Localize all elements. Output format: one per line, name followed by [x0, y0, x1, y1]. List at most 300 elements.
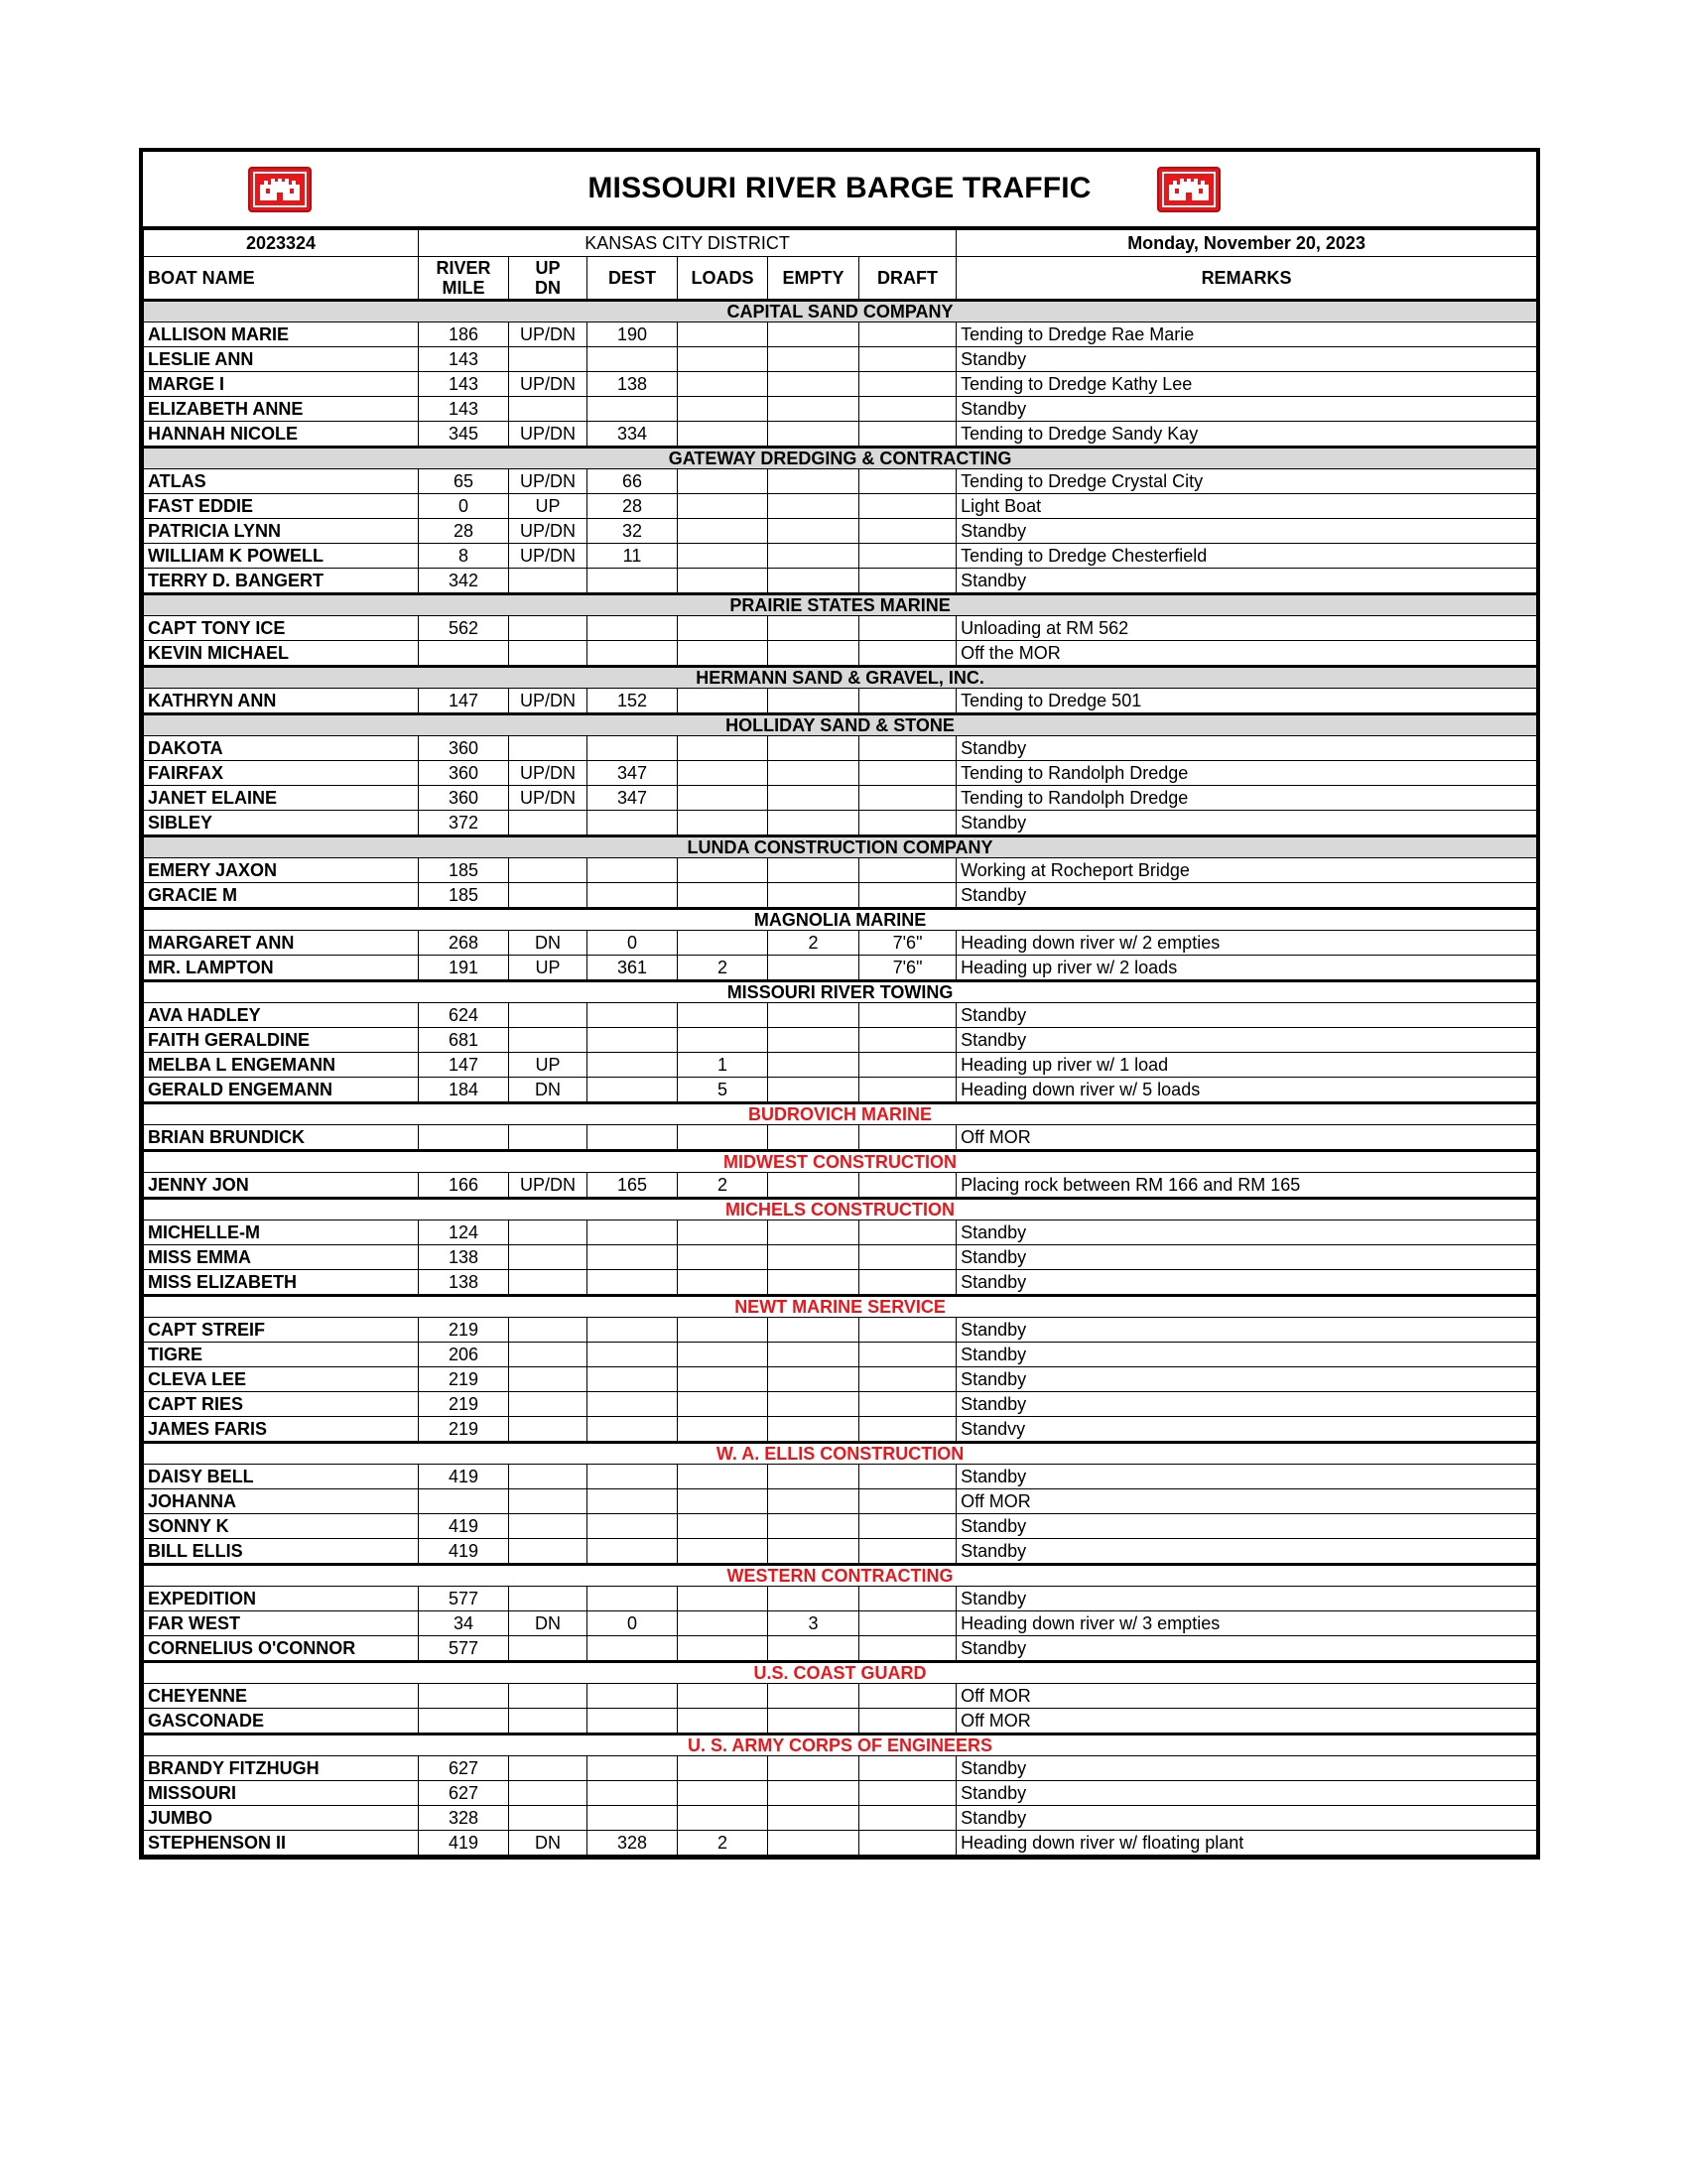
- traffic-table: [143, 229, 1537, 1856]
- cell-empty: [768, 1756, 859, 1781]
- cell-loads: [678, 1367, 768, 1392]
- cell-draft: [859, 1028, 957, 1053]
- cell-boat: JAMES FARIS: [144, 1417, 419, 1443]
- cell-dest: 138: [587, 372, 678, 397]
- cell-mile: 624: [419, 1003, 509, 1028]
- cell-updn: [509, 1684, 587, 1709]
- cell-updn: [509, 569, 587, 594]
- cell-dest: [587, 1078, 678, 1103]
- cell-loads: [678, 931, 768, 956]
- cell-dest: [587, 1636, 678, 1662]
- cell-loads: 2: [678, 956, 768, 981]
- cell-dest: 165: [587, 1173, 678, 1199]
- cell-empty: [768, 1270, 859, 1296]
- cell-loads: [678, 569, 768, 594]
- boat-row: [144, 1270, 1537, 1296]
- company-name: MICHELS CONSTRUCTION: [144, 1199, 1537, 1220]
- cell-dest: [587, 616, 678, 641]
- cell-remarks: Tending to Dredge Crystal City: [957, 469, 1537, 494]
- boat-row: [144, 736, 1537, 761]
- boat-row: [144, 1173, 1537, 1199]
- cell-draft: [859, 1489, 957, 1514]
- cell-updn: DN: [509, 1078, 587, 1103]
- boat-row: [144, 858, 1537, 883]
- cell-empty: [768, 494, 859, 519]
- cell-remarks: Standby: [957, 1343, 1537, 1367]
- cell-draft: [859, 1465, 957, 1489]
- cell-loads: [678, 1220, 768, 1245]
- cell-remarks: Tending to Randolph Dredge: [957, 786, 1537, 811]
- cell-empty: [768, 347, 859, 372]
- cell-dest: 0: [587, 1611, 678, 1636]
- cell-empty: [768, 689, 859, 714]
- cell-updn: [509, 1220, 587, 1245]
- cell-remarks: Standby: [957, 1587, 1537, 1611]
- cell-remarks: Placing rock between RM 166 and RM 165: [957, 1173, 1537, 1199]
- cell-draft: [859, 1417, 957, 1443]
- cell-boat: SONNY K: [144, 1514, 419, 1539]
- section-header-row: [144, 667, 1537, 689]
- boat-row: [144, 1465, 1537, 1489]
- cell-empty: [768, 1367, 859, 1392]
- title-row: [143, 152, 1536, 229]
- cell-updn: [509, 397, 587, 422]
- cell-empty: [768, 569, 859, 594]
- cell-updn: DN: [509, 931, 587, 956]
- cell-mile: 577: [419, 1587, 509, 1611]
- cell-remarks: Standby: [957, 1220, 1537, 1245]
- cell-empty: [768, 641, 859, 667]
- section-header-row: [144, 1151, 1537, 1173]
- cell-remarks: Tending to Randolph Dredge: [957, 761, 1537, 786]
- company-name: CAPITAL SAND COMPANY: [144, 301, 1537, 322]
- cell-loads: [678, 1539, 768, 1565]
- cell-boat: JENNY JON: [144, 1173, 419, 1199]
- cell-boat: JOHANNA: [144, 1489, 419, 1514]
- boat-row: [144, 569, 1537, 594]
- cell-dest: [587, 1220, 678, 1245]
- cell-loads: 2: [678, 1173, 768, 1199]
- cell-draft: [859, 689, 957, 714]
- page-title: MISSOURI RIVER BARGE TRAFFIC: [587, 172, 1092, 204]
- cell-empty: [768, 1245, 859, 1270]
- cell-remarks: Standby: [957, 1539, 1537, 1565]
- cell-draft: [859, 786, 957, 811]
- cell-mile: [419, 1684, 509, 1709]
- cell-updn: [509, 1489, 587, 1514]
- cell-draft: [859, 616, 957, 641]
- cell-remarks: Standby: [957, 1245, 1537, 1270]
- cell-boat: MISS EMMA: [144, 1245, 419, 1270]
- cell-updn: [509, 736, 587, 761]
- section-header-row: [144, 301, 1537, 322]
- boat-row: [144, 1028, 1537, 1053]
- boat-row: [144, 956, 1537, 981]
- report-date: Monday, November 20, 2023: [957, 230, 1537, 257]
- boat-row: [144, 1756, 1537, 1781]
- cell-boat: EMERY JAXON: [144, 858, 419, 883]
- cell-boat: FAST EDDIE: [144, 494, 419, 519]
- cell-loads: [678, 347, 768, 372]
- cell-dest: 152: [587, 689, 678, 714]
- cell-empty: [768, 1636, 859, 1662]
- cell-loads: [678, 786, 768, 811]
- cell-empty: [768, 469, 859, 494]
- cell-dest: [587, 1245, 678, 1270]
- cell-updn: UP/DN: [509, 519, 587, 544]
- cell-mile: 419: [419, 1831, 509, 1856]
- cell-remarks: Standby: [957, 1806, 1537, 1831]
- boat-row: [144, 1611, 1537, 1636]
- cell-mile: 191: [419, 956, 509, 981]
- cell-updn: UP: [509, 494, 587, 519]
- cell-dest: [587, 1028, 678, 1053]
- cell-empty: [768, 1709, 859, 1734]
- corps-castle-logo-right: [1157, 167, 1221, 212]
- cell-mile: 28: [419, 519, 509, 544]
- cell-updn: [509, 1367, 587, 1392]
- cell-draft: [859, 858, 957, 883]
- cell-updn: [509, 1781, 587, 1806]
- cell-loads: [678, 1392, 768, 1417]
- company-name: HOLLIDAY SAND & STONE: [144, 714, 1537, 736]
- cell-dest: 347: [587, 761, 678, 786]
- cell-dest: 190: [587, 322, 678, 347]
- cell-dest: 361: [587, 956, 678, 981]
- cell-empty: [768, 1318, 859, 1343]
- cell-empty: [768, 1489, 859, 1514]
- cell-dest: [587, 858, 678, 883]
- cell-mile: 360: [419, 736, 509, 761]
- cell-mile: 147: [419, 1053, 509, 1078]
- cell-boat: TERRY D. BANGERT: [144, 569, 419, 594]
- cell-loads: [678, 1636, 768, 1662]
- cell-draft: [859, 372, 957, 397]
- cell-empty: [768, 616, 859, 641]
- cell-remarks: Heading down river w/ floating plant: [957, 1831, 1537, 1856]
- cell-mile: 627: [419, 1781, 509, 1806]
- col-header-remarks: REMARKS: [957, 257, 1537, 301]
- cell-empty: [768, 858, 859, 883]
- cell-updn: [509, 1318, 587, 1343]
- cell-boat: CAPT TONY ICE: [144, 616, 419, 641]
- boat-row: [144, 1831, 1537, 1856]
- boat-row: [144, 761, 1537, 786]
- cell-updn: UP/DN: [509, 469, 587, 494]
- cell-mile: 185: [419, 858, 509, 883]
- cell-loads: [678, 1756, 768, 1781]
- cell-dest: [587, 1053, 678, 1078]
- cell-empty: [768, 372, 859, 397]
- cell-dest: 328: [587, 1831, 678, 1856]
- cell-remarks: Tending to Dredge Sandy Kay: [957, 422, 1537, 448]
- cell-boat: ELIZABETH ANNE: [144, 397, 419, 422]
- cell-mile: [419, 641, 509, 667]
- cell-mile: [419, 1489, 509, 1514]
- cell-updn: UP/DN: [509, 689, 587, 714]
- cell-updn: UP/DN: [509, 372, 587, 397]
- cell-loads: [678, 1611, 768, 1636]
- cell-remarks: Heading down river w/ 3 empties: [957, 1611, 1537, 1636]
- boat-row: [144, 1489, 1537, 1514]
- cell-dest: [587, 1125, 678, 1151]
- cell-draft: [859, 1636, 957, 1662]
- cell-draft: [859, 1514, 957, 1539]
- cell-remarks: Tending to Dredge Rae Marie: [957, 322, 1537, 347]
- cell-boat: FAITH GERALDINE: [144, 1028, 419, 1053]
- cell-draft: [859, 422, 957, 448]
- cell-mile: 138: [419, 1270, 509, 1296]
- cell-boat: CAPT RIES: [144, 1392, 419, 1417]
- section-header-row: [144, 836, 1537, 858]
- cell-remarks: Heading down river w/ 2 empties: [957, 931, 1537, 956]
- cell-updn: UP/DN: [509, 1173, 587, 1199]
- cell-remarks: Standby: [957, 883, 1537, 909]
- cell-mile: 166: [419, 1173, 509, 1199]
- barge-traffic-sheet: [139, 148, 1540, 1860]
- cell-dest: [587, 1684, 678, 1709]
- boat-row: [144, 469, 1537, 494]
- cell-updn: DN: [509, 1831, 587, 1856]
- cell-boat: BILL ELLIS: [144, 1539, 419, 1565]
- cell-draft: [859, 1831, 957, 1856]
- cell-loads: 2: [678, 1831, 768, 1856]
- boat-row: [144, 1343, 1537, 1367]
- cell-empty: [768, 883, 859, 909]
- cell-draft: [859, 397, 957, 422]
- cell-draft: [859, 347, 957, 372]
- cell-empty: [768, 1053, 859, 1078]
- cell-remarks: Heading up river w/ 1 load: [957, 1053, 1537, 1078]
- cell-mile: 577: [419, 1636, 509, 1662]
- cell-dest: [587, 397, 678, 422]
- cell-mile: 627: [419, 1756, 509, 1781]
- cell-boat: WILLIAM K POWELL: [144, 544, 419, 569]
- col-header-empty: EMPTY: [768, 257, 859, 301]
- section-header-row: [144, 1662, 1537, 1684]
- company-name: MAGNOLIA MARINE: [144, 909, 1537, 931]
- cell-draft: [859, 1003, 957, 1028]
- boat-row: [144, 422, 1537, 448]
- cell-dest: [587, 811, 678, 836]
- cell-remarks: Standby: [957, 1028, 1537, 1053]
- cell-empty: [768, 1539, 859, 1565]
- col-header-loads: LOADS: [678, 257, 768, 301]
- cell-mile: 147: [419, 689, 509, 714]
- cell-boat: BRANDY FITZHUGH: [144, 1756, 419, 1781]
- cell-updn: [509, 1587, 587, 1611]
- cell-dest: [587, 1003, 678, 1028]
- cell-loads: [678, 616, 768, 641]
- cell-empty: [768, 1392, 859, 1417]
- cell-loads: [678, 761, 768, 786]
- cell-mile: 219: [419, 1318, 509, 1343]
- cell-mile: 143: [419, 347, 509, 372]
- cell-empty: [768, 1078, 859, 1103]
- cell-updn: [509, 347, 587, 372]
- boat-row: [144, 1514, 1537, 1539]
- cell-boat: PATRICIA LYNN: [144, 519, 419, 544]
- cell-mile: 184: [419, 1078, 509, 1103]
- cell-loads: [678, 1343, 768, 1367]
- cell-loads: [678, 811, 768, 836]
- cell-empty: [768, 1028, 859, 1053]
- boat-row: [144, 1392, 1537, 1417]
- company-name: LUNDA CONSTRUCTION COMPANY: [144, 836, 1537, 858]
- cell-boat: SIBLEY: [144, 811, 419, 836]
- cell-updn: UP/DN: [509, 786, 587, 811]
- cell-mile: 8: [419, 544, 509, 569]
- cell-mile: 360: [419, 786, 509, 811]
- cell-loads: [678, 689, 768, 714]
- boat-row: [144, 1709, 1537, 1734]
- cell-loads: [678, 1465, 768, 1489]
- cell-mile: 186: [419, 322, 509, 347]
- cell-boat: STEPHENSON II: [144, 1831, 419, 1856]
- cell-loads: [678, 469, 768, 494]
- col-header-river-mile: [419, 257, 509, 301]
- cell-remarks: Off MOR: [957, 1684, 1537, 1709]
- cell-empty: 2: [768, 931, 859, 956]
- cell-empty: [768, 1173, 859, 1199]
- boat-row: [144, 689, 1537, 714]
- cell-loads: [678, 1709, 768, 1734]
- cell-updn: [509, 858, 587, 883]
- cell-dest: [587, 1318, 678, 1343]
- col-header-dest: DEST: [587, 257, 678, 301]
- cell-loads: [678, 372, 768, 397]
- boat-row: [144, 372, 1537, 397]
- cell-boat: CHEYENNE: [144, 1684, 419, 1709]
- col-header-up-dn: [509, 257, 587, 301]
- cell-boat: JANET ELAINE: [144, 786, 419, 811]
- cell-remarks: Off MOR: [957, 1489, 1537, 1514]
- boat-row: [144, 1636, 1537, 1662]
- cell-mile: 562: [419, 616, 509, 641]
- cell-draft: [859, 1053, 957, 1078]
- cell-draft: [859, 1539, 957, 1565]
- cell-draft: [859, 322, 957, 347]
- cell-empty: [768, 422, 859, 448]
- cell-boat: EXPEDITION: [144, 1587, 419, 1611]
- cell-draft: [859, 736, 957, 761]
- boat-row: [144, 494, 1537, 519]
- cell-dest: 28: [587, 494, 678, 519]
- cell-empty: [768, 1831, 859, 1856]
- cell-draft: [859, 811, 957, 836]
- boat-row: [144, 641, 1537, 667]
- cell-boat: TIGRE: [144, 1343, 419, 1367]
- cell-dest: [587, 1367, 678, 1392]
- section-header-row: [144, 909, 1537, 931]
- cell-mile: 219: [419, 1417, 509, 1443]
- cell-empty: [768, 1125, 859, 1151]
- cell-updn: [509, 1392, 587, 1417]
- cell-mile: 681: [419, 1028, 509, 1053]
- cell-boat: KATHRYN ANN: [144, 689, 419, 714]
- cell-updn: [509, 811, 587, 836]
- cell-draft: [859, 1392, 957, 1417]
- company-name: GATEWAY DREDGING & CONTRACTING: [144, 448, 1537, 469]
- cell-loads: [678, 1781, 768, 1806]
- cell-mile: 185: [419, 883, 509, 909]
- cell-empty: [768, 1514, 859, 1539]
- cell-draft: [859, 1220, 957, 1245]
- cell-dest: 66: [587, 469, 678, 494]
- cell-empty: 3: [768, 1611, 859, 1636]
- section-header-row: [144, 1734, 1537, 1756]
- cell-empty: [768, 544, 859, 569]
- cell-remarks: Standby: [957, 1636, 1537, 1662]
- boat-row: [144, 1220, 1537, 1245]
- cell-dest: [587, 1756, 678, 1781]
- company-name: PRAIRIE STATES MARINE: [144, 594, 1537, 616]
- boat-row: [144, 347, 1537, 372]
- section-header-row: [144, 1296, 1537, 1318]
- cell-updn: [509, 1806, 587, 1831]
- boat-row: [144, 786, 1537, 811]
- cell-draft: 7'6": [859, 931, 957, 956]
- cell-mile: 419: [419, 1539, 509, 1565]
- cell-boat: CLEVA LEE: [144, 1367, 419, 1392]
- cell-boat: FAIRFAX: [144, 761, 419, 786]
- cell-draft: [859, 469, 957, 494]
- col-header-river-mile-line1: RIVER: [436, 258, 491, 278]
- company-name: U.S. COAST GUARD: [144, 1662, 1537, 1684]
- cell-dest: [587, 569, 678, 594]
- cell-boat: KEVIN MICHAEL: [144, 641, 419, 667]
- cell-remarks: Standby: [957, 811, 1537, 836]
- cell-updn: [509, 883, 587, 909]
- cell-updn: [509, 1539, 587, 1565]
- cell-remarks: Tending to Dredge 501: [957, 689, 1537, 714]
- cell-remarks: Standby: [957, 1781, 1537, 1806]
- section-header-row: [144, 981, 1537, 1003]
- cell-mile: 219: [419, 1392, 509, 1417]
- cell-dest: [587, 883, 678, 909]
- boat-row: [144, 1053, 1537, 1078]
- section-header-row: [144, 1199, 1537, 1220]
- cell-dest: [587, 1417, 678, 1443]
- boat-row: [144, 519, 1537, 544]
- cell-remarks: Unloading at RM 562: [957, 616, 1537, 641]
- cell-mile: 65: [419, 469, 509, 494]
- cell-dest: 0: [587, 931, 678, 956]
- section-header-row: [144, 1443, 1537, 1465]
- cell-draft: [859, 1684, 957, 1709]
- cell-boat: CAPT STREIF: [144, 1318, 419, 1343]
- cell-loads: [678, 1003, 768, 1028]
- cell-boat: MARGARET ANN: [144, 931, 419, 956]
- boat-row: [144, 1781, 1537, 1806]
- cell-updn: [509, 1343, 587, 1367]
- col-header-up-dn-line1: UP: [535, 258, 561, 278]
- company-name: W. A. ELLIS CONSTRUCTION: [144, 1443, 1537, 1465]
- cell-mile: 342: [419, 569, 509, 594]
- col-header-boat-name: BOAT NAME: [144, 257, 419, 301]
- report-id: 2023324: [144, 230, 419, 257]
- cell-empty: [768, 1587, 859, 1611]
- cell-mile: 328: [419, 1806, 509, 1831]
- cell-mile: 345: [419, 422, 509, 448]
- cell-mile: 124: [419, 1220, 509, 1245]
- boat-row: [144, 1587, 1537, 1611]
- cell-updn: UP/DN: [509, 322, 587, 347]
- boat-row: [144, 1125, 1537, 1151]
- boat-row: [144, 1806, 1537, 1831]
- cell-remarks: Working at Rocheport Bridge: [957, 858, 1537, 883]
- cell-updn: UP: [509, 1053, 587, 1078]
